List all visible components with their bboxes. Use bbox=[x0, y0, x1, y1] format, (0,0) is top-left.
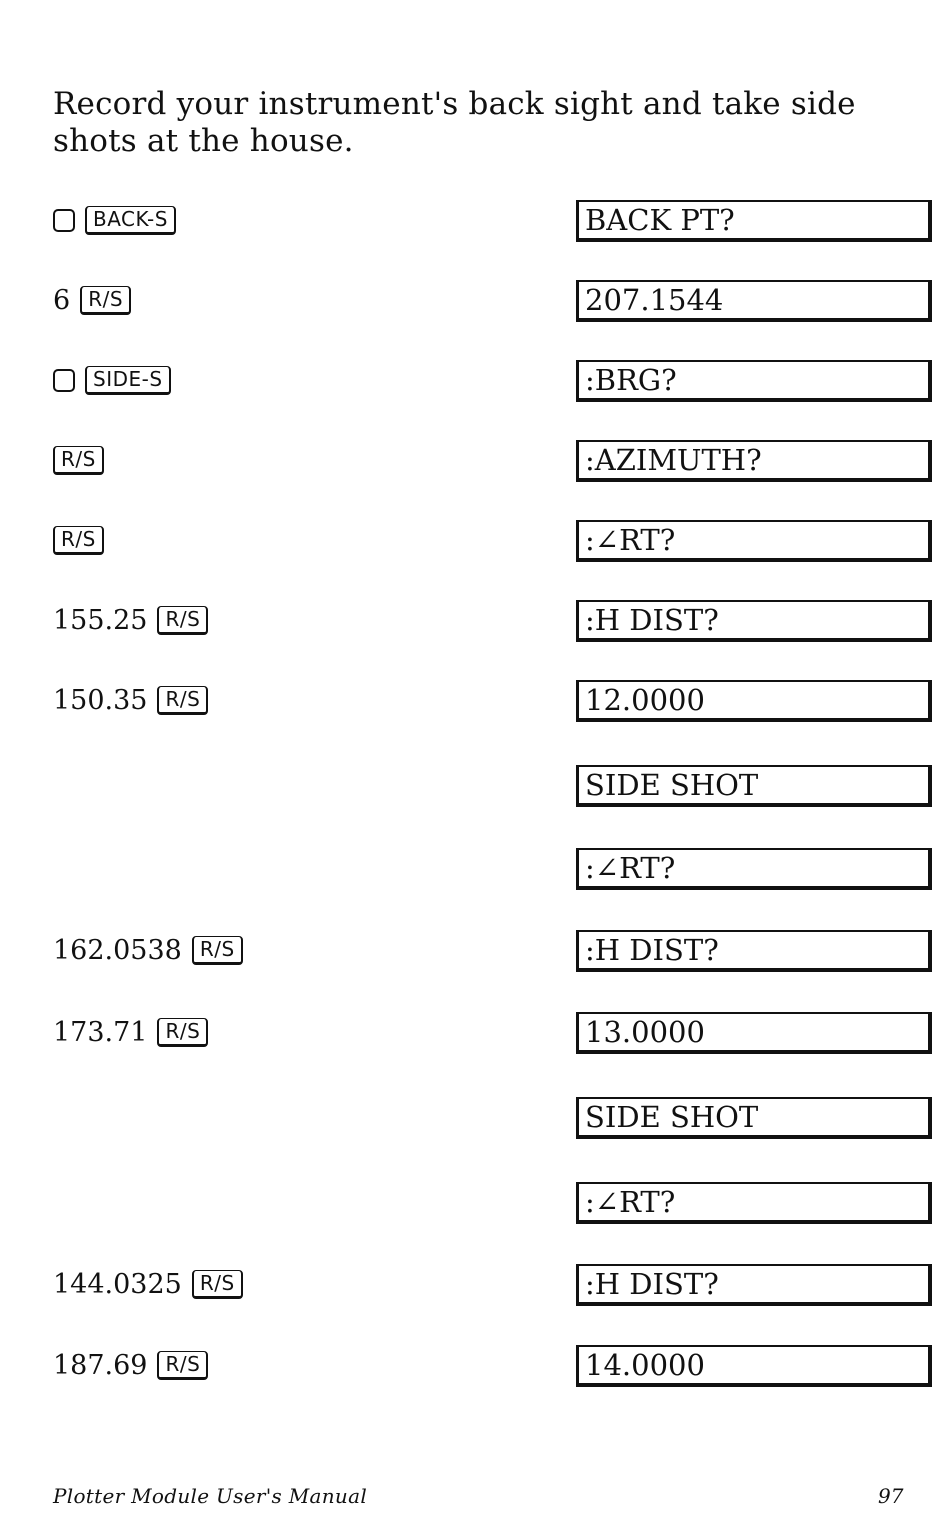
entry-value: 187.69 bbox=[53, 1349, 148, 1381]
entry-value: 162.0538 bbox=[53, 934, 182, 966]
step-row bbox=[0, 600, 950, 650]
calculator-display: 207.1544 bbox=[576, 280, 932, 322]
step-row bbox=[0, 280, 950, 330]
step-row bbox=[0, 360, 950, 410]
step-row bbox=[0, 520, 950, 570]
keystroke-input bbox=[53, 930, 243, 970]
calculator-display: 13.0000 bbox=[576, 1012, 932, 1054]
calculator-key: R/S bbox=[53, 446, 104, 475]
step-row bbox=[0, 200, 950, 250]
calculator-key: R/S bbox=[80, 286, 131, 315]
step-row bbox=[0, 1097, 950, 1147]
calculator-key: R/S bbox=[192, 1270, 243, 1299]
keystroke-input bbox=[53, 360, 171, 400]
calculator-key: R/S bbox=[192, 936, 243, 965]
calculator-display: :H DIST? bbox=[576, 1264, 932, 1306]
calculator-key: R/S bbox=[157, 1018, 208, 1047]
prefix-key-icon bbox=[53, 369, 75, 392]
step-row bbox=[0, 1012, 950, 1062]
calculator-key: R/S bbox=[157, 606, 208, 635]
calculator-display: :∠RT? bbox=[576, 848, 932, 890]
step-row bbox=[0, 848, 950, 898]
calculator-display: 12.0000 bbox=[576, 680, 932, 722]
calculator-key: BACK-S bbox=[85, 206, 176, 235]
calculator-key: R/S bbox=[53, 526, 104, 555]
keystroke-input bbox=[53, 1264, 243, 1304]
step-row bbox=[0, 930, 950, 980]
entry-value: 6 bbox=[53, 284, 71, 316]
step-row bbox=[0, 1182, 950, 1232]
keystroke-input bbox=[53, 280, 131, 320]
page-number: 97 bbox=[878, 1484, 904, 1508]
keystroke-input bbox=[53, 680, 208, 720]
step-row bbox=[0, 440, 950, 490]
step-row bbox=[0, 680, 950, 730]
keystroke-input bbox=[53, 1012, 208, 1052]
entry-value: 150.35 bbox=[53, 684, 148, 716]
step-row bbox=[0, 765, 950, 815]
footer-manual-title: Plotter Module User's Manual bbox=[53, 1484, 368, 1508]
prefix-key-icon bbox=[53, 209, 75, 232]
calculator-display: :H DIST? bbox=[576, 930, 932, 972]
intro-paragraph: Record your instrument's back sight and take side shots at the house. bbox=[53, 86, 856, 159]
keystroke-input bbox=[53, 200, 176, 240]
calculator-key: SIDE-S bbox=[85, 366, 171, 395]
keystroke-input bbox=[53, 440, 104, 480]
calculator-display: :∠RT? bbox=[576, 520, 932, 562]
keystroke-input bbox=[53, 600, 208, 640]
keystroke-input bbox=[53, 520, 104, 560]
keystroke-input bbox=[53, 1345, 208, 1385]
entry-value: 144.0325 bbox=[53, 1268, 182, 1300]
step-row bbox=[0, 1264, 950, 1314]
entry-value: 155.25 bbox=[53, 604, 148, 636]
calculator-display: :H DIST? bbox=[576, 600, 932, 642]
calculator-display: BACK PT? bbox=[576, 200, 932, 242]
calculator-key: R/S bbox=[157, 686, 208, 715]
calculator-display: 14.0000 bbox=[576, 1345, 932, 1387]
calculator-display: :∠RT? bbox=[576, 1182, 932, 1224]
entry-value: 173.71 bbox=[53, 1016, 148, 1048]
calculator-display: :BRG? bbox=[576, 360, 932, 402]
calculator-key: R/S bbox=[157, 1351, 208, 1380]
step-row bbox=[0, 1345, 950, 1395]
calculator-display: SIDE SHOT bbox=[576, 1097, 932, 1139]
calculator-display: :AZIMUTH? bbox=[576, 440, 932, 482]
calculator-display: SIDE SHOT bbox=[576, 765, 932, 807]
